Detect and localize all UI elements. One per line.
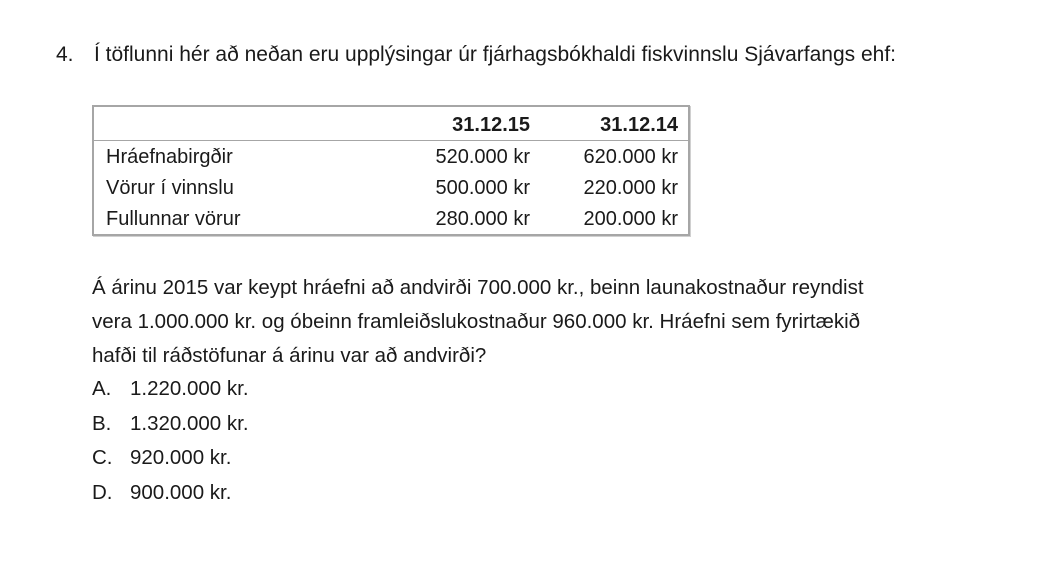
body-line: Á árinu 2015 var keypt hráefni að andvirði 700.000 kr., beinn launakostnaður reyndist bbox=[92, 276, 864, 299]
option-letter: C. bbox=[92, 446, 113, 469]
question-body bbox=[92, 271, 1012, 373]
option-letter: B. bbox=[92, 411, 112, 435]
option-text: 920.000 kr. bbox=[130, 446, 232, 469]
row-value-2014: 620.000 kr bbox=[583, 146, 678, 168]
option-d bbox=[92, 476, 249, 511]
answer-options bbox=[92, 372, 249, 510]
option-c bbox=[92, 441, 249, 476]
row-value-2014: 220.000 kr bbox=[583, 177, 678, 199]
row-label: Hráefnabirgðir bbox=[106, 146, 233, 168]
table-header-row bbox=[94, 110, 688, 141]
row-value-2015: 500.000 kr bbox=[435, 177, 530, 199]
row-label: Fullunnar vörur bbox=[106, 208, 241, 230]
body-line: vera 1.000.000 kr. og óbeinn framleiðslukostnaður 960.000 kr. Hráefni sem fyrirtækið bbox=[92, 310, 861, 333]
question-heading bbox=[56, 41, 896, 69]
inventory-table bbox=[92, 105, 690, 236]
table-row bbox=[94, 142, 688, 173]
row-value-2015: 280.000 kr bbox=[435, 208, 530, 230]
row-value-2015: 520.000 kr bbox=[435, 146, 530, 168]
option-text: 1.220.000 kr. bbox=[130, 377, 249, 400]
table-row bbox=[94, 204, 688, 235]
question-number: 4. bbox=[56, 43, 74, 66]
row-value-2014: 200.000 kr bbox=[583, 208, 678, 230]
option-letter: D. bbox=[92, 480, 113, 504]
option-text: 900.000 kr. bbox=[130, 480, 232, 504]
column-header-2015: 31.12.15 bbox=[452, 114, 530, 136]
column-header-2014: 31.12.14 bbox=[600, 114, 678, 136]
body-line: hafði til ráðstöfunar á árinu var að andvirði? bbox=[92, 344, 487, 367]
option-text: 1.320.000 kr. bbox=[130, 411, 249, 435]
option-b bbox=[92, 407, 249, 442]
question-prompt: Í töflunni hér að neðan eru upplýsingar úr fjárhagsbókhaldi fiskvinnslu Sjávarfangs ehf: bbox=[94, 43, 896, 66]
option-letter: A. bbox=[92, 377, 112, 400]
row-label: Vörur í vinnslu bbox=[106, 177, 234, 199]
table-row bbox=[94, 173, 688, 204]
option-a bbox=[92, 372, 249, 407]
